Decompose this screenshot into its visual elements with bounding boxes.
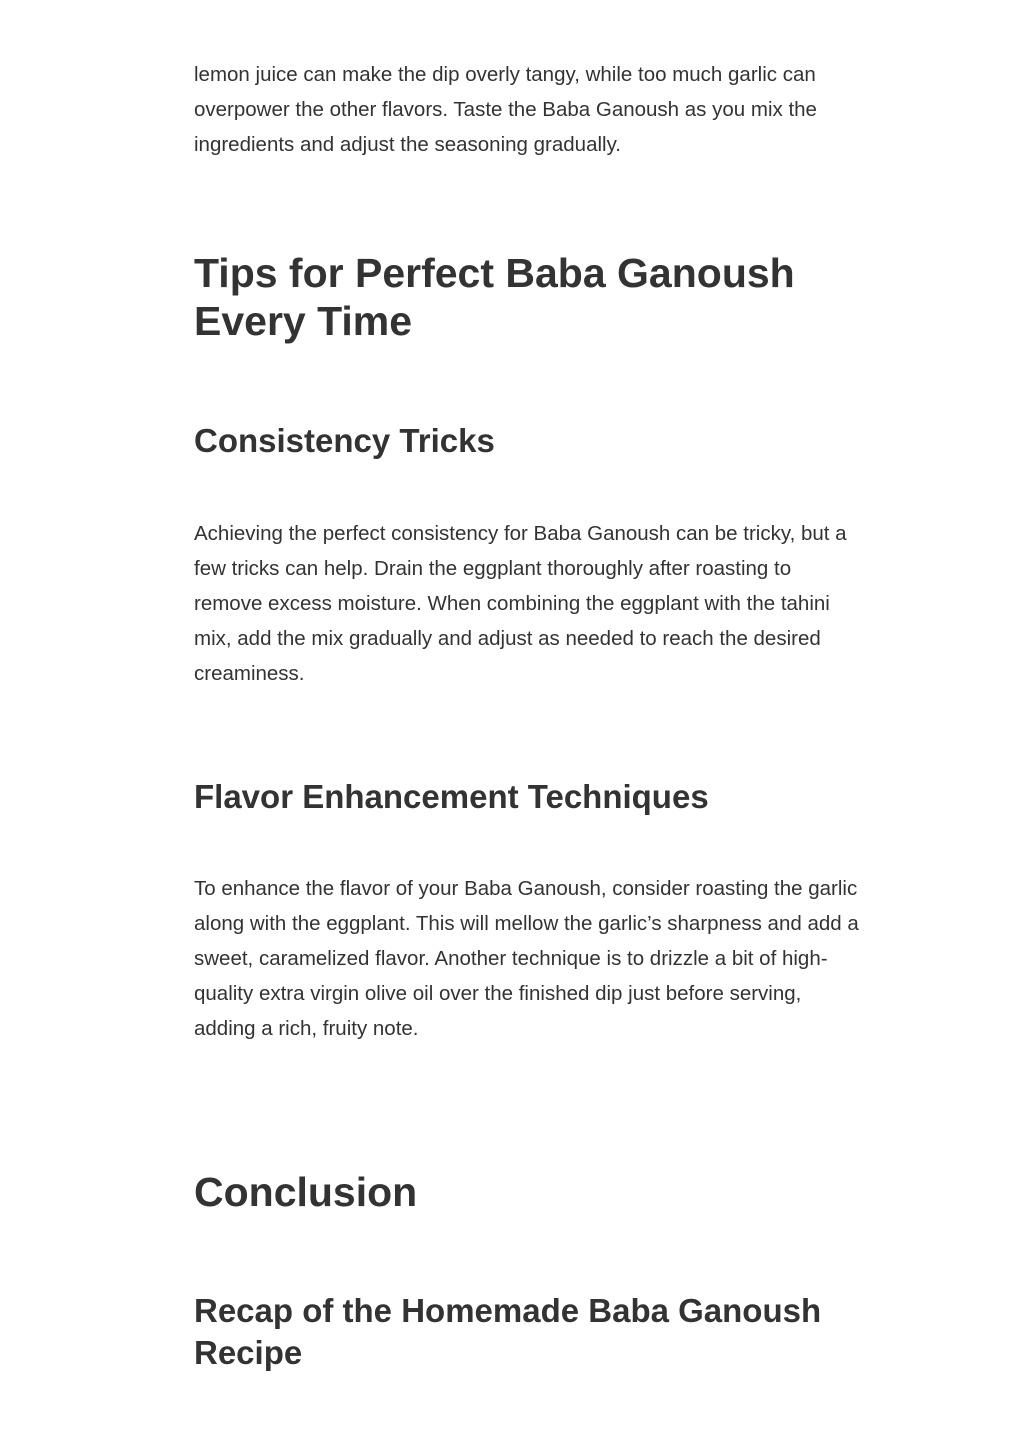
intro-paragraph: lemon juice can make the dip overly tangy, while too much garlic can overpower the other flavors. Taste the Baba Ganoush as you mix the ingredients and adjust the seasoning gradually. xyxy=(194,63,817,156)
flavor-enhancement-paragraph: To enhance the flavor of your Baba Ganoush, consider roasting the garlic along with the eggplant. This will mellow the garlic’s sharpness and add a sweet, caramelized flavor. Another technique is to drizzle a bit of high-quality extra virgin olive oil over the finished dip just before serving, adding a rich, fruity note. xyxy=(194,877,859,1040)
conclusion-heading: Conclusion xyxy=(194,1169,418,1215)
recap-heading: Recap of the Homemade Baba Ganoush Recipe xyxy=(194,1292,822,1371)
consistency-tricks-heading: Consistency Tricks xyxy=(194,422,495,459)
flavor-enhancement-heading: Flavor Enhancement Techniques xyxy=(194,778,709,815)
tips-section-heading: Tips for Perfect Baba Ganoush Every Time xyxy=(194,250,795,344)
consistency-tricks-paragraph: Achieving the perfect consistency for Baba Ganoush can be tricky, but a few tricks can help. Drain the eggplant thoroughly after roasting to remove excess moisture. When combining the eggplant with the tahini mix, add the mix gradually and adjust as needed to reach the desired creaminess. xyxy=(194,522,847,685)
